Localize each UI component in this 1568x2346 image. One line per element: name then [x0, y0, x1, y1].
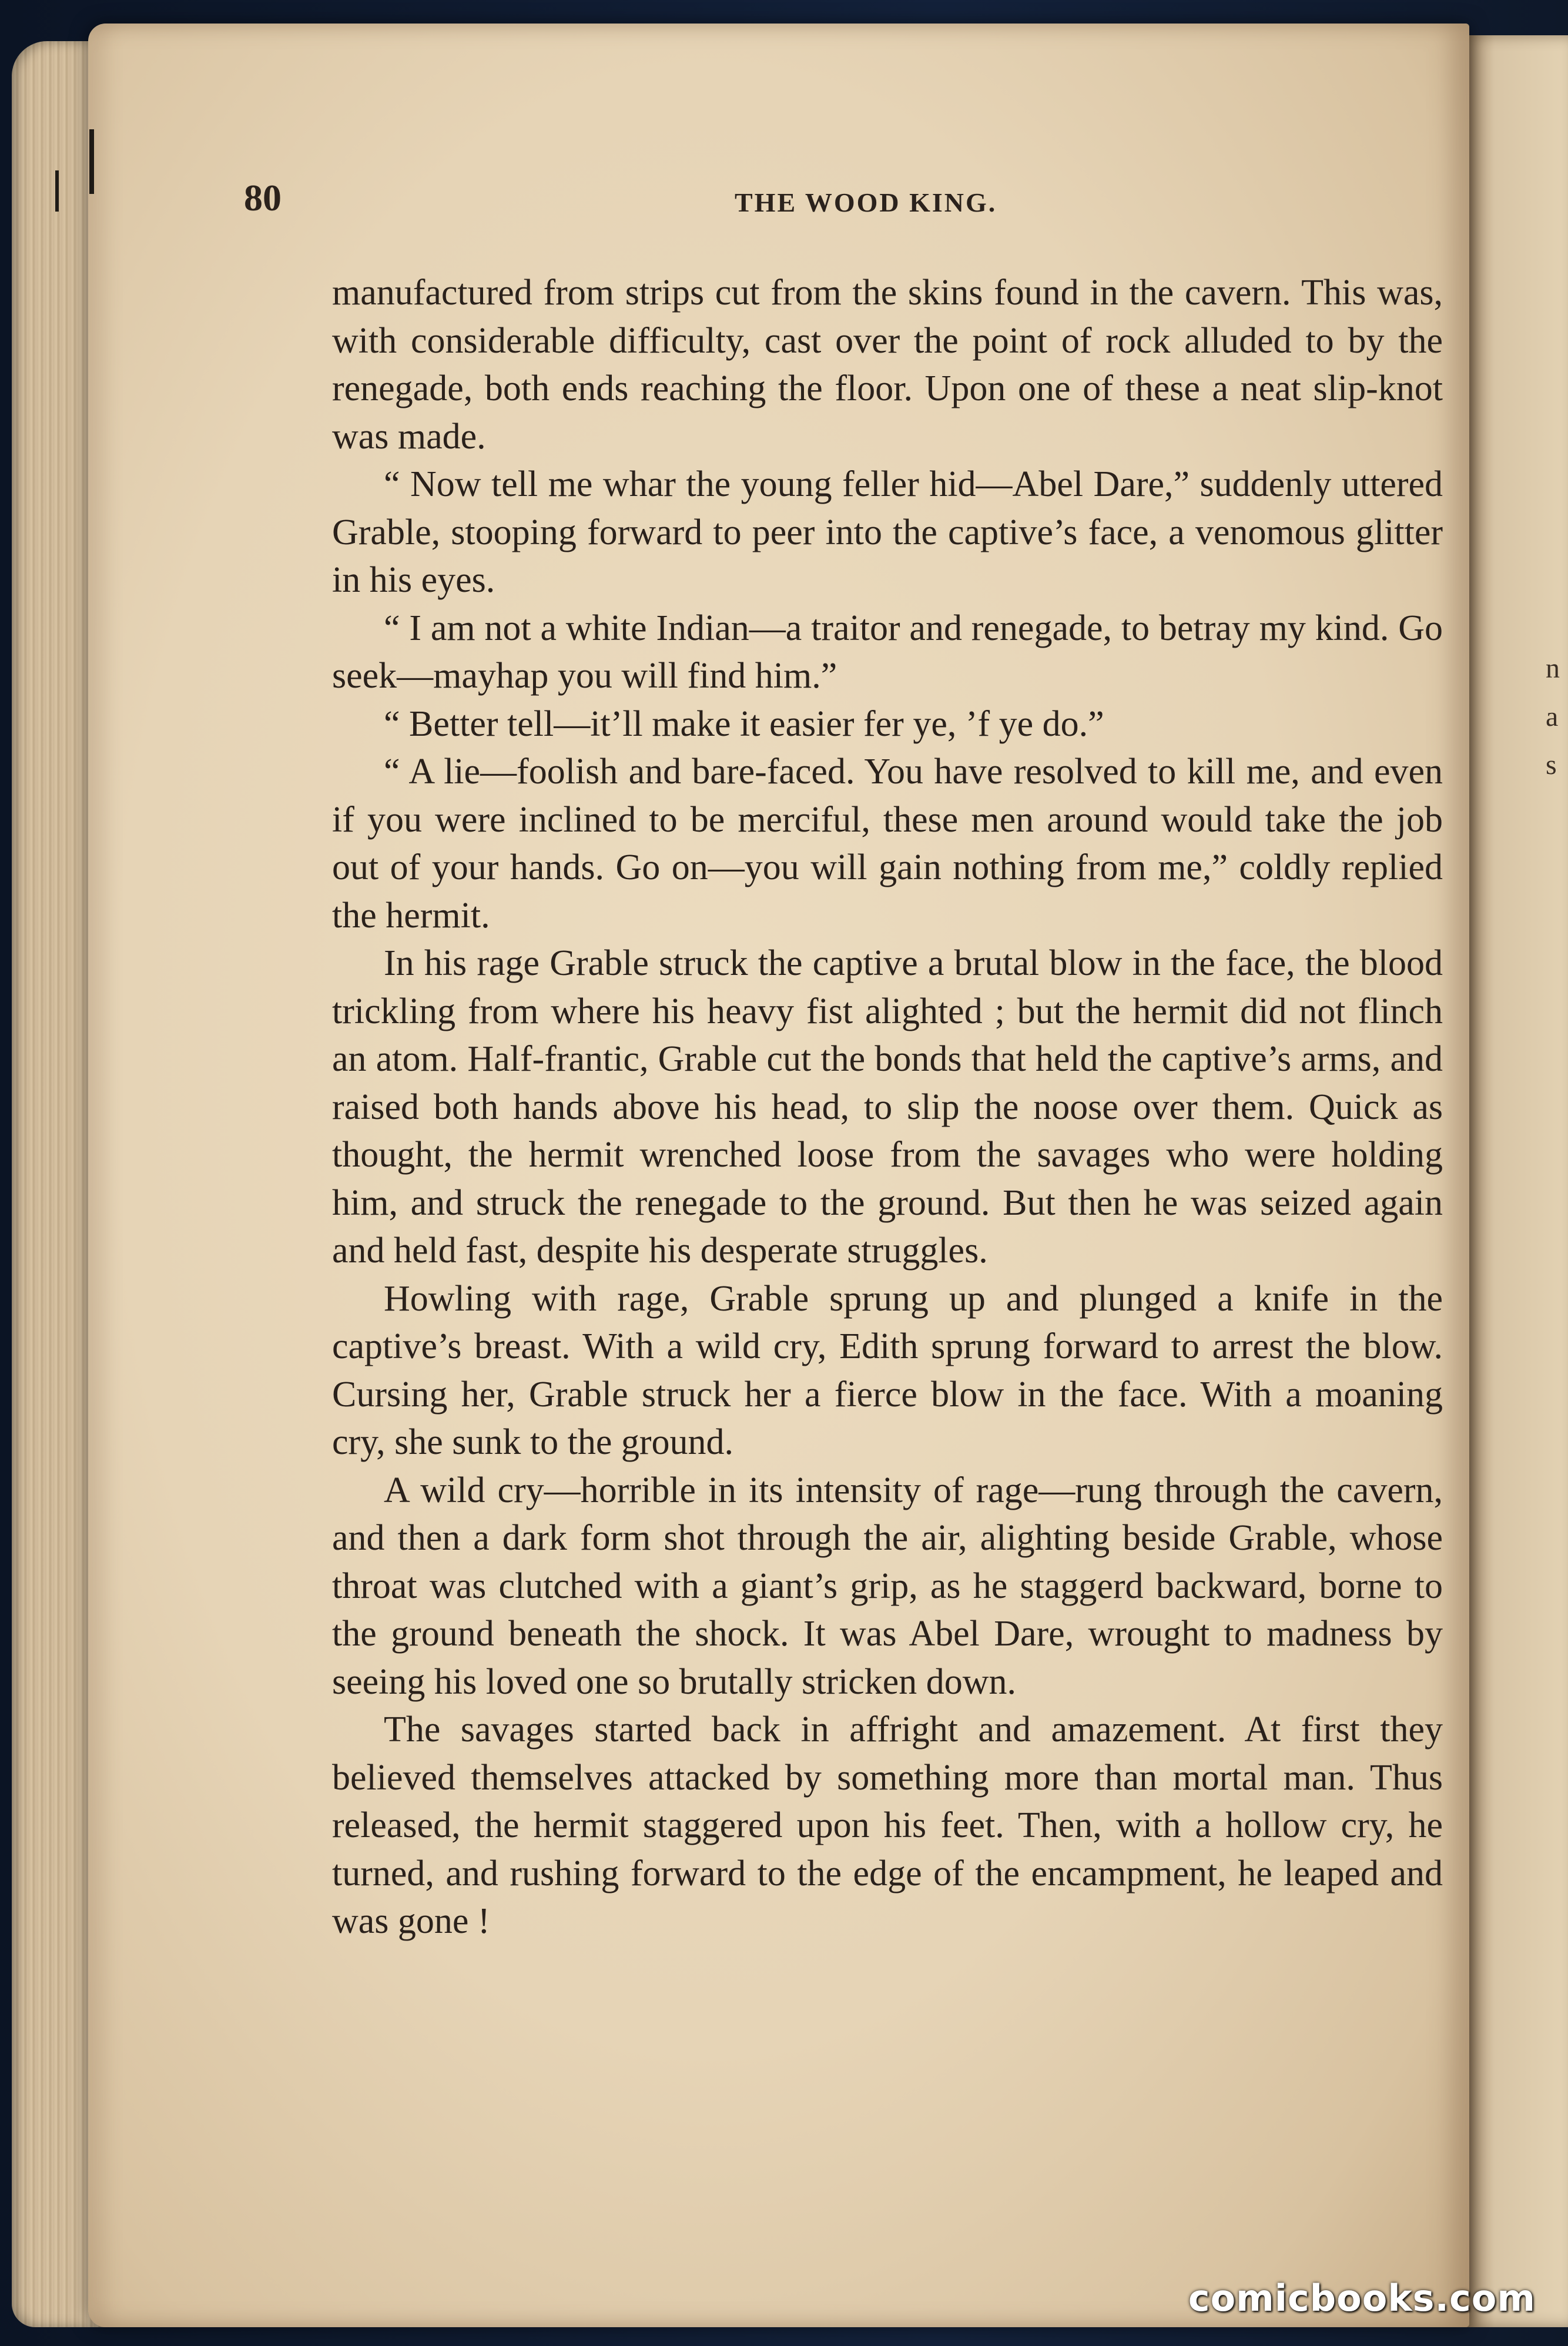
- paragraph: “ A lie—foolish and bare-faced. You have resolved to kill me, and even if you were inclined to be merciful, these men around would take the job out of your hands. Go on—you will gain nothing from me,” coldly replied the hermit.: [332, 752, 1443, 936]
- running-title: THE WOOD KING.: [735, 187, 997, 217]
- paragraph: “ I am not a white Indian—a traitor and renegade, to betray my kind. Go seek—mayhap you will find him.”: [332, 608, 1443, 696]
- paragraph: The savages started back in affright and amazement. At first they believed themselves attacked by something more than mortal man. Thus released, the hermit staggered upon his feet. Then, with a hollow cry, he turned, and rushing forward to the edge of the encampment, he leaped and was gone !: [332, 1710, 1443, 1941]
- paragraph: manufactured from strips cut from the skins found in the cavern. This was, with considerable difficulty, cast over the point of rock alluded to by the renegade, both ends reaching the floor. Upon one of these a neat slip-knot was made.: [332, 273, 1443, 457]
- next-page-fragment: a: [1546, 701, 1559, 732]
- gutter-mark: [89, 129, 94, 194]
- next-page-edge: [1463, 35, 1568, 2327]
- watermark-logo: comicbooks.com: [1188, 2277, 1536, 2320]
- gutter-mark: [55, 170, 59, 212]
- body-text: [332, 269, 1443, 1946]
- next-page-fragment: s: [1546, 749, 1557, 780]
- paragraph: Howling with rage, Grable sprung up and plunged a knife in the captive’s breast. With a wild cry, Edith sprung forward to arrest the blow. Cursing her, Grable struck her a fierce blow in the face. With a moaning cry, she sunk to the ground.: [332, 1278, 1443, 1462]
- paragraph: In his rage Grable struck the captive a brutal blow in the face, the blood trickling from where his heavy fist alighted ; but the hermit did not flinch an atom. Half-frantic, Grable cut the bonds that held the captive’s arms, and raised both hands above his head, to slip the noose over them. Quick as thought, the hermit wrenched loose from the savages who were holding him, and struck the renegade to the ground. But then he was seized again and held fast, despite his desperate struggles.: [332, 943, 1443, 1271]
- paragraph: “ Better tell—it’ll make it easier fer ye, ’f ye do.”: [384, 703, 1104, 744]
- paragraph: A wild cry—horrible in its intensity of rage—rung through the cavern, and then a dark form shot through the air, alighting beside Grable, whose throat was clutched with a giant’s grip, as he staggerd backward, borne to the ground beneath the shock. It was Abel Dare, wrought to madness by seeing his loved one so brutally stricken down.: [332, 1470, 1443, 1702]
- page-number: 80: [244, 177, 282, 219]
- paragraph: “ Now tell me whar the young feller hid—Abel Dare,” suddenly uttered Grable, stooping forward to peer into the captive’s face, a venomous glitter in his eyes.: [332, 464, 1443, 600]
- page-header: [244, 176, 1460, 223]
- next-page-fragment: n: [1546, 653, 1560, 684]
